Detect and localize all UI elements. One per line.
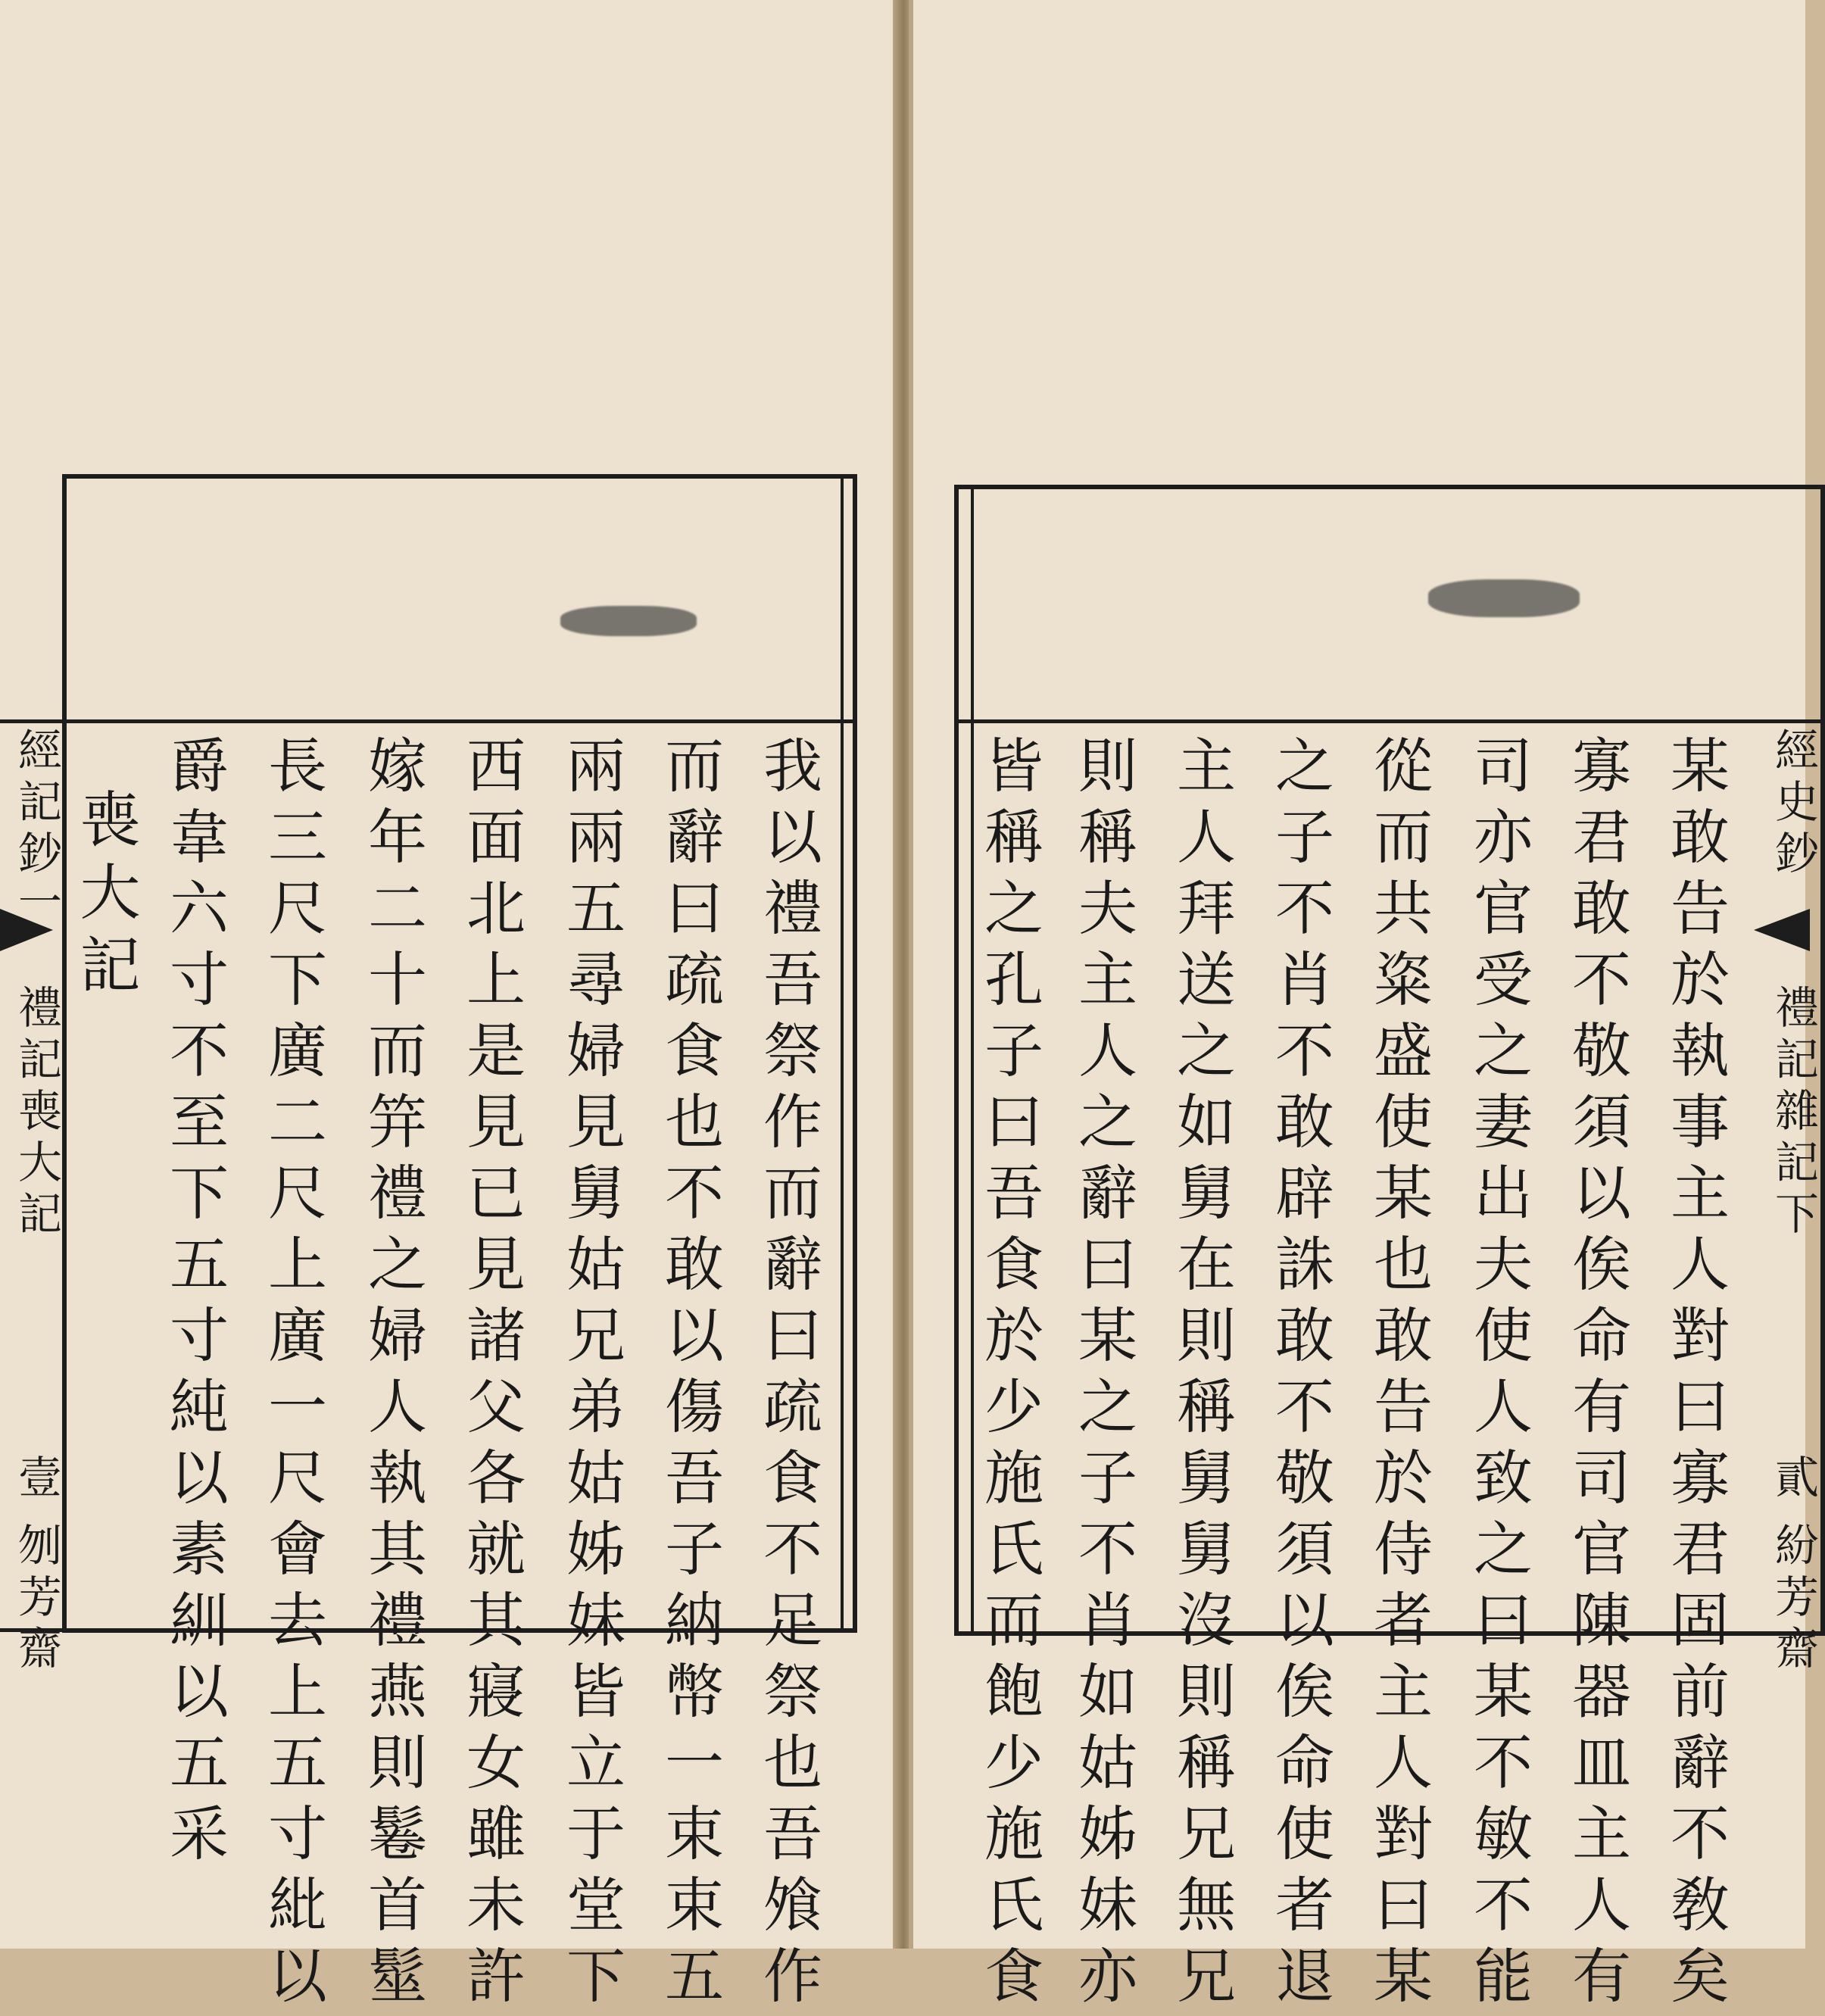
margin-chapter: 禮記喪大記 <box>11 985 62 1242</box>
text-column: 我以禮吾祭作而辭曰疏食不足祭也吾飧作 <box>753 735 822 2016</box>
fish-tail-mark <box>0 909 53 951</box>
left-inner-border <box>841 474 844 1633</box>
right-inner-border <box>971 485 974 1636</box>
right-upper-rule <box>954 719 1825 723</box>
right-page <box>909 0 1819 2016</box>
text-column: 之子不肖不敢辟誅敢不敬須以俟命使者退 <box>1265 735 1334 2016</box>
text-column: 則稱夫主人之辭曰某之子不肖如姑姊妹亦 <box>1068 735 1137 2016</box>
text-column: 而辭曰疏食也不敢以傷吾子納幣一束束五 <box>655 735 723 2016</box>
text-column: 兩兩五尋婦見舅姑兄弟姑姊妹皆立于堂下 <box>557 735 625 2016</box>
section-heading: 喪大記 <box>70 788 140 1006</box>
left-upper-rule <box>62 719 857 723</box>
text-column: 從而共粢盛使某也敢告於侍者主人對曰某 <box>1364 735 1432 2016</box>
margin-publisher: 紛芳齋 <box>1767 1522 1819 1677</box>
text-column: 西面北上是見已見諸父各就其寢女雖未許 <box>457 735 525 2016</box>
text-column: 某敢告於執事主人對曰寡君固前辭不敎矣 <box>1661 735 1729 2016</box>
fish-tail-mark <box>1754 909 1810 951</box>
text-column: 寡君敢不敬須以俟命有司官陳器皿主人有 <box>1562 735 1630 2016</box>
text-column: 爵韋六寸不至下五寸純以素紃以五采 <box>160 735 228 1874</box>
margin-page-number: 貳 <box>1767 1454 1819 1506</box>
text-column: 主人拜送之如舅在則稱舅舅沒則稱兄無兄 <box>1167 735 1235 2016</box>
margin-volume-number: 一 <box>11 878 62 930</box>
margin-chapter: 禮記雜記下 <box>1767 985 1819 1242</box>
text-column: 司亦官受之妻出夫使人致之曰某不敏不能 <box>1464 735 1532 2016</box>
text-column: 長三尺下廣二尺上廣一尺會去上五寸紕以 <box>258 735 326 2016</box>
left-page <box>0 0 897 2016</box>
text-column: 嫁年二十而笄禮之婦人執其禮燕則鬈首髽 <box>358 735 426 2016</box>
left-margin-rule <box>0 719 68 723</box>
margin-book-title: 經史鈔 <box>1767 727 1819 882</box>
margin-page-number: 壹 <box>11 1454 62 1506</box>
margin-publisher: 刎芳齋 <box>11 1522 62 1677</box>
ink-smudge <box>1428 579 1580 617</box>
ink-smudge <box>560 606 697 636</box>
text-column: 皆稱之孔子曰吾食於少施氏而飽少施氏食 <box>975 735 1043 2016</box>
margin-book-title: 經記鈔 <box>11 727 62 882</box>
